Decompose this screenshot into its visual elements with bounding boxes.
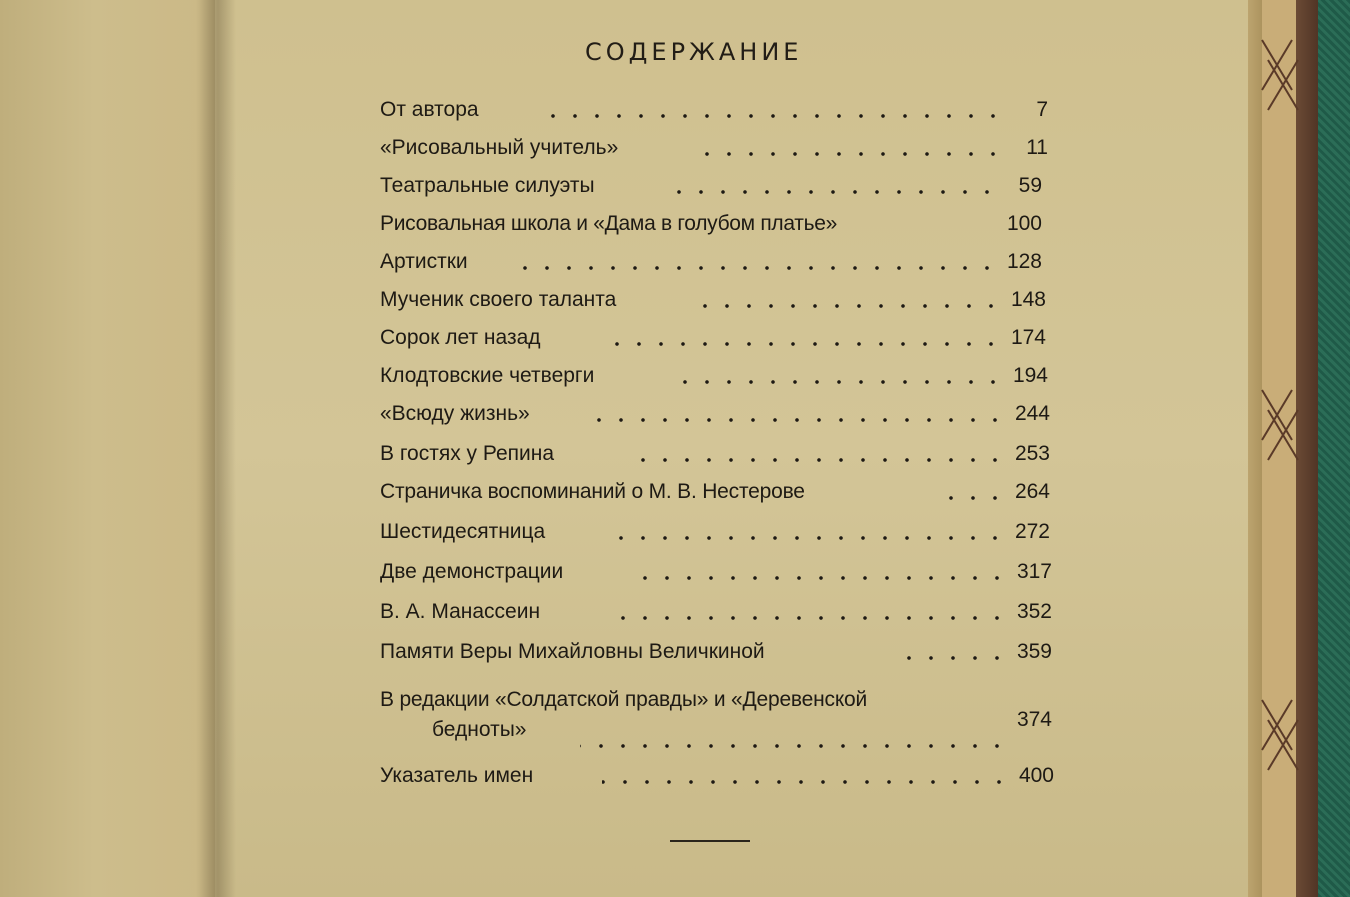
cover-ornament (1250, 0, 1320, 897)
toc-entry (380, 760, 1068, 792)
dot-leader (590, 416, 1006, 424)
toc-entry (380, 94, 1062, 126)
dot-leader (602, 778, 1010, 786)
toc-entry (380, 284, 1060, 316)
toc-entry (380, 208, 1056, 240)
entry-page: 128 (1006, 250, 1042, 273)
entry-title: В гостях у Репина (380, 442, 555, 465)
closing-rule (670, 840, 750, 842)
table-of-contents (380, 0, 1080, 897)
toc-entry (380, 132, 1062, 164)
entry-page: 7 (1036, 98, 1048, 121)
toc-entry (380, 516, 1064, 548)
entry-title: От автора (380, 98, 479, 121)
entry-title: Артистки (380, 250, 468, 273)
toc-entry (380, 170, 1056, 202)
entry-page: 359 (1016, 640, 1052, 663)
entry-title: Памяти Веры Михайловны Величкиной (380, 640, 765, 663)
entry-page: 194 (1012, 364, 1048, 387)
entry-title: Указатель имен (380, 764, 534, 787)
dot-leader (548, 112, 1004, 120)
toc-entry (380, 636, 1066, 668)
dot-leader (940, 494, 1006, 502)
entry-title: В редакции «Солдатской правды» и «Деревенской (380, 688, 868, 711)
toc-entry (380, 438, 1064, 470)
entry-page: 272 (1014, 520, 1050, 543)
dot-leader (580, 742, 1008, 750)
entry-title: Клодтовские четверги (380, 364, 595, 387)
cloth-background (1318, 0, 1350, 897)
entry-title: «Всюду жизнь» (380, 402, 530, 425)
dot-leader (690, 302, 1002, 310)
toc-entry (380, 596, 1066, 628)
dot-leader (626, 574, 1008, 582)
entry-title: Шестидесятница (380, 520, 546, 543)
entry-page: 100 (1006, 212, 1042, 235)
toc-entry (380, 360, 1062, 392)
dot-leader (610, 614, 1008, 622)
entry-page: 11 (1026, 136, 1048, 159)
entry-page: 317 (1016, 560, 1052, 583)
entry-title: Мученик своего таланта (380, 288, 617, 311)
entry-title: Рисовальная школа и «Дама в голубом платье» (380, 212, 838, 235)
entry-page: 244 (1014, 402, 1050, 425)
entry-title: Театральные силуэты (380, 174, 595, 197)
entry-title: Страничка воспоминаний о М. В. Нестерове (380, 480, 805, 503)
entry-page: 264 (1014, 480, 1050, 503)
dot-leader (670, 378, 1004, 386)
toc-heading: СОДЕРЖАНИЕ (585, 38, 803, 66)
entry-title: Сорок лет назад (380, 326, 541, 349)
dot-leader (690, 150, 1004, 158)
entry-page: 253 (1014, 442, 1050, 465)
entry-title: В. А. Манассеин (380, 600, 541, 623)
entry-page: 148 (1010, 288, 1046, 311)
entry-page: 374 (1016, 708, 1052, 731)
entry-title-continuation: бедноты» (432, 718, 527, 741)
dot-leader (632, 456, 1006, 464)
dot-leader (612, 340, 1002, 348)
toc-entry (380, 556, 1066, 588)
dot-leader (522, 264, 998, 272)
toc-entry (380, 246, 1056, 278)
entry-page: 352 (1016, 600, 1052, 623)
dot-leader (662, 188, 998, 196)
dot-leader (610, 534, 1006, 542)
toc-entry (380, 322, 1060, 354)
entry-title: «Рисовальный учитель» (380, 136, 619, 159)
entry-page: 59 (1018, 174, 1042, 197)
book-gutter (196, 0, 236, 897)
toc-entry (380, 688, 1066, 758)
entry-page: 174 (1010, 326, 1046, 349)
toc-entry (380, 398, 1064, 430)
toc-entry (380, 476, 1064, 508)
dot-leader (890, 654, 1008, 662)
entry-title: Две демонстрации (380, 560, 564, 583)
entry-page: 400 (1018, 764, 1054, 787)
